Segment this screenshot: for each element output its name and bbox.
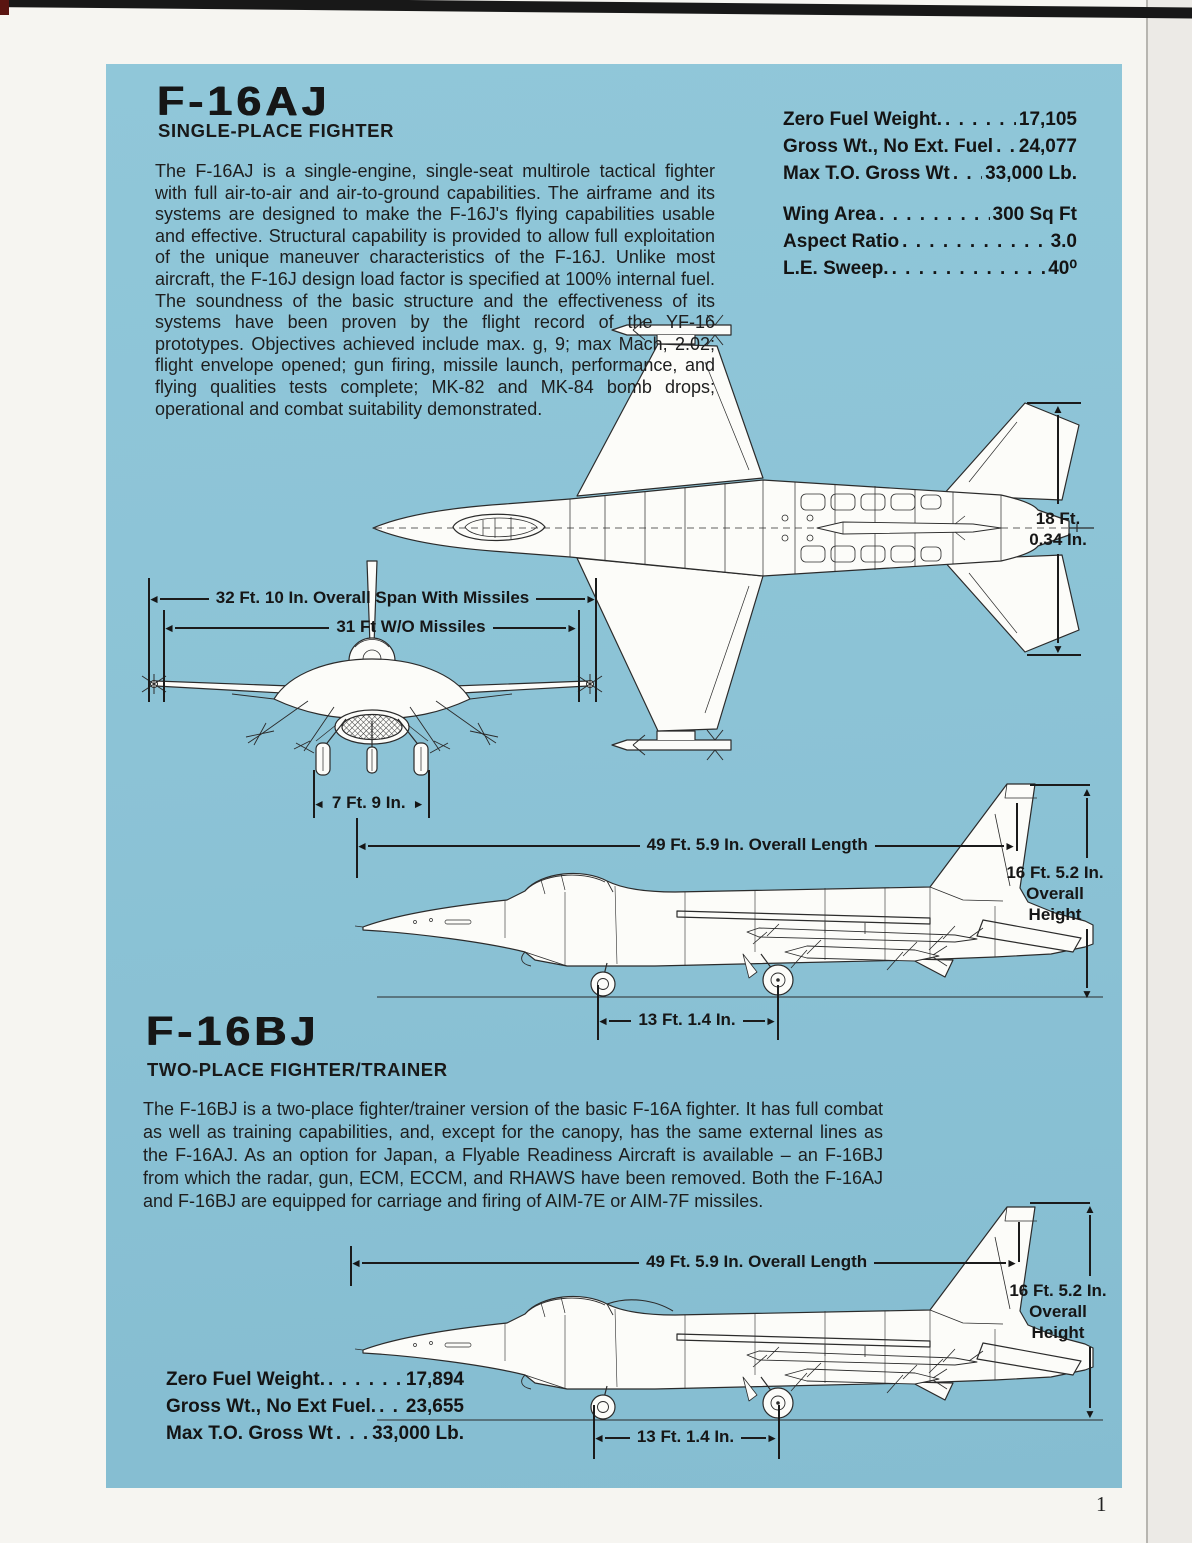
arrow-left-icon: [163, 622, 175, 634]
spec-row: [783, 106, 1077, 133]
dot-leader: [336, 1420, 369, 1444]
dim-overall-height-aj: [1006, 786, 1104, 1000]
arrow-right-icon: [765, 1015, 777, 1027]
dim-label: 7 Ft. 9 In.: [331, 793, 406, 812]
dim-overall-length-aj: [356, 835, 1016, 857]
arrow-left-icon: [350, 1257, 362, 1269]
spec-label: Zero Fuel Weight.: [166, 1369, 326, 1390]
spec-row: [783, 201, 1077, 228]
dim-wheel-tread: [313, 793, 430, 815]
dot-leader: [953, 160, 982, 184]
f16aj-title: F-16AJ: [157, 78, 331, 124]
f16bj-title: F-16BJ: [146, 1008, 320, 1054]
spec-row: [783, 255, 1077, 282]
arrow-down-icon: [1052, 643, 1064, 655]
spec-row: [166, 1393, 464, 1420]
dim-label: 13 Ft. 1.4 In.: [638, 1010, 736, 1029]
witness-line: [1016, 803, 1018, 851]
f16aj-specs: [783, 106, 1077, 282]
spec-row: [783, 133, 1077, 160]
scan-corner-mark: [0, 0, 9, 15]
f16bj-subtitle: TWO-PLACE FIGHTER/TRAINER: [147, 1059, 448, 1080]
spec-value: 17,894: [405, 1369, 464, 1390]
spec-value: 3.0: [1050, 231, 1077, 252]
spec-label: L.E. Sweep.: [783, 258, 889, 279]
spec-value: 23,655: [405, 1396, 464, 1417]
spec-value: 300 Sq Ft: [992, 204, 1077, 225]
dim-label: 13 Ft. 1.4 In.: [636, 1427, 735, 1446]
arrow-right-icon: [585, 593, 597, 605]
spec-value: 33,000 Lb.: [985, 163, 1077, 184]
witness-line: [778, 1405, 780, 1459]
dim-label: 32 Ft. 10 In. Overall Span With Missiles: [215, 588, 530, 607]
spec-value: 17,105: [1018, 109, 1077, 130]
dot-leader: [379, 1393, 403, 1417]
dim-tail-span: [1029, 403, 1087, 655]
spec-value: 40⁰: [1048, 258, 1077, 279]
spec-label: Aspect Ratio: [783, 231, 900, 252]
spec-label: Zero Fuel Weight.: [783, 109, 943, 130]
arrow-right-icon: [766, 1432, 778, 1444]
arrow-left-icon: [313, 798, 325, 810]
spec-label: Wing Area: [783, 204, 877, 225]
spec-label: Max T.O. Gross Wt: [783, 163, 950, 184]
spec-value: 24,077: [1018, 136, 1077, 157]
arrow-right-icon: [1006, 1257, 1018, 1269]
arrow-down-icon: [1081, 988, 1093, 1000]
page-number: 1: [1096, 1492, 1107, 1516]
arrow-right-icon: [413, 798, 425, 810]
arrow-up-icon: [1081, 786, 1093, 798]
spec-value: 33,000 Lb.: [372, 1423, 464, 1444]
f16bj-body-text: The F-16BJ is a two-place fighter/trainer version of the basic F-16A fighter. It has full combat as well as training capabilities, and, except for the canopy, has the same external lines as the F-16AJ. As an option for Japan, a Flyable Readiness Aircraft is available – an F-16BJ from which the radar, gun, ECM, ECCM, and RHAWS have been removed. Both the F-16AJ and F-16BJ are equipped for carriage and firing of AIM-7E or AIM-7F missiles.: [143, 1099, 883, 1211]
arrow-left-icon: [593, 1432, 605, 1444]
witness-line: [1018, 1222, 1020, 1262]
f16aj-geometry-specs: [783, 201, 1077, 282]
spec-row: [783, 228, 1077, 255]
dim-span-with-missiles: [148, 588, 597, 610]
dim-label: 31 Ft W/O Missiles: [336, 617, 486, 636]
scan-edge-top: [0, 0, 1192, 19]
arrow-left-icon: [148, 593, 160, 605]
dim-wheelbase-aj: [597, 1010, 777, 1032]
dot-leader: [996, 133, 1016, 157]
f16bj-side-view-drawing: [355, 1193, 1105, 1433]
arrow-left-icon: [597, 1015, 609, 1027]
arrow-right-icon: [1004, 840, 1016, 852]
f16aj-body-text: The F-16AJ is a single-engine, single-seat multirole tactical fighter with full air-to-air and air-to-ground capabilities. The airframe and its systems are designed to make the F-16J's flying capabilities usable and effective. Structural capability is provided to allow full exploitation of the unique maneuver characteristics of the F-16J. Unlike most aircraft, the F-16J design load factor is specified at 100% internal fuel. The soundness of the basic structure and the effectiveness of its systems have been proven by the flight record of the YF-16 prototypes. Objectives achieved include max. g, 9; max Mach, 2.02; flight envelope opened; gun firing, missile launch, performance, and flying qualities tests complete; MK-82 and MK-84 bomb drops; operational and combat suitability demonstrated.: [155, 161, 715, 419]
spec-label: Gross Wt., No Ext. Fuel: [783, 136, 994, 157]
f16bj-specs: [166, 1366, 464, 1447]
f16bj-weight-specs: [166, 1366, 464, 1447]
arrow-left-icon: [356, 840, 368, 852]
arrow-right-icon: [566, 622, 578, 634]
spec-row: [166, 1366, 464, 1393]
arrow-up-icon: [1052, 403, 1064, 415]
dim-label: 18 Ft. 0.34 In.: [1029, 509, 1087, 549]
dot-leader: [902, 228, 1047, 252]
dim-label: 16 Ft. 5.2 In. Overall Height: [1006, 862, 1104, 924]
spec-label: Max T.O. Gross Wt: [166, 1423, 333, 1444]
dot-leader: [328, 1366, 403, 1390]
arrow-up-icon: [1084, 1203, 1096, 1215]
dim-overall-height-bj: [1009, 1203, 1107, 1420]
arrow-down-icon: [1084, 1408, 1096, 1420]
f16aj-subtitle: SINGLE-PLACE FIGHTER: [158, 120, 395, 141]
dim-label: 49 Ft. 5.9 In. Overall Length: [646, 835, 868, 854]
dim-label: 16 Ft. 5.2 In. Overall Height: [1009, 1281, 1107, 1342]
dot-leader: [945, 106, 1016, 130]
f16aj-weight-specs: [783, 106, 1077, 187]
dim-label: 49 Ft. 5.9 In. Overall Length: [646, 1252, 868, 1271]
dim-wheelbase-bj: [593, 1427, 778, 1449]
dot-leader: [879, 201, 989, 225]
spec-row: [783, 160, 1077, 187]
spec-row: [166, 1420, 464, 1447]
f16aj-side-view-drawing: [355, 770, 1105, 1010]
witness-line: [578, 610, 580, 702]
spec-label: Gross Wt., No Ext Fuel.: [166, 1396, 377, 1417]
dim-span-without-missiles: [163, 617, 578, 639]
dim-overall-length-bj: [350, 1252, 1018, 1274]
dot-leader: [892, 255, 1046, 279]
witness-line: [777, 985, 779, 1040]
scan-edge-right: [1146, 0, 1192, 1543]
